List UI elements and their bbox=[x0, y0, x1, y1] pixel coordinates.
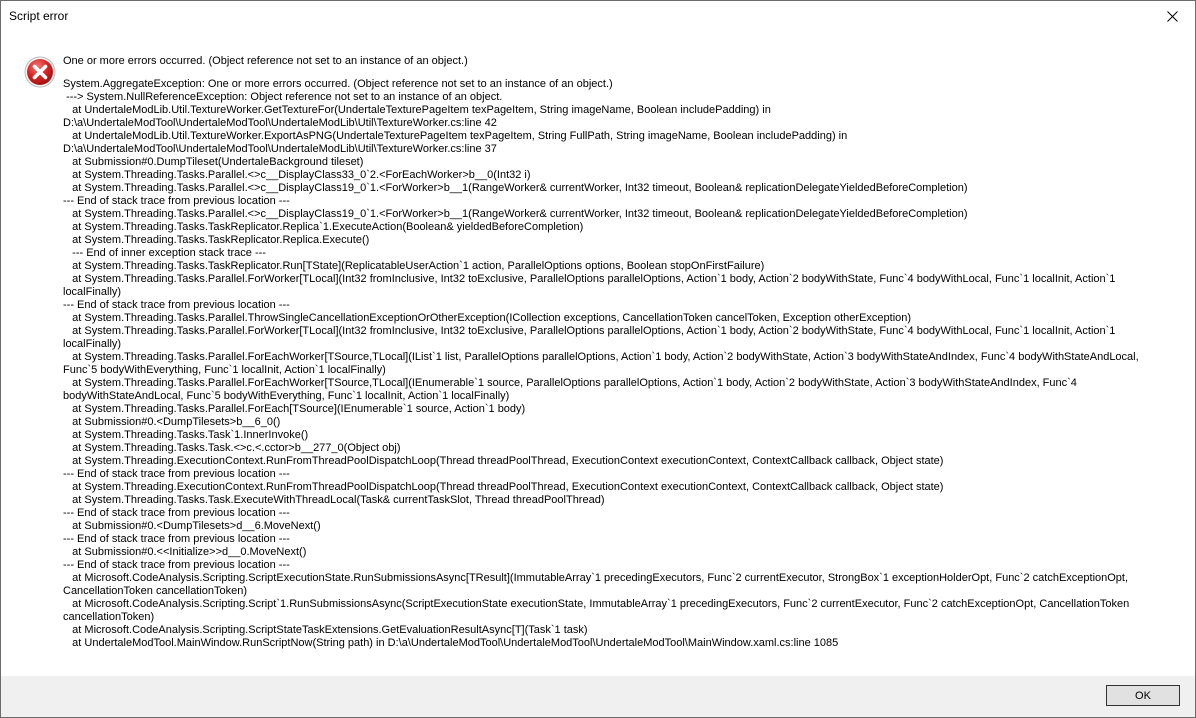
error-icon bbox=[24, 56, 56, 88]
title-bar[interactable] bbox=[1, 1, 1195, 32]
close-icon bbox=[1167, 11, 1178, 22]
stack-trace-line: at System.Threading.Tasks.Parallel.ForEachWorker[TSource,TLocal](IEnumerable`1 source, ParallelOptions parallelOptions, Action`1 body, Action`2 bodyWithState, Action`3 bodyWithStateAndIndex, Func`4 bodyWithStateAndLocal, Func`5 bodyWithEverything, Func`1 localInit, Action`1 localFinally) bbox=[63, 377, 1080, 402]
stack-trace-line: at System.Threading.Tasks.Task`1.InnerInvoke() bbox=[63, 429, 309, 441]
stack-trace-line: at Submission#0.<DumpTilesets>d__6.MoveNext() bbox=[63, 520, 321, 532]
error-message-area bbox=[63, 55, 1173, 650]
error-summary: One or more errors occurred. (Object reference not set to an instance of an object.) bbox=[63, 55, 468, 67]
stack-trace-line: at Microsoft.CodeAnalysis.Scripting.ScriptStateTaskExtensions.GetEvaluationResultAsync[T](Task`1 task) bbox=[63, 624, 588, 636]
stack-trace-line: at System.Threading.Tasks.Parallel.ThrowSingleCancellationExceptionOrOtherException(ICollection exceptions, CancellationToken cancelToken, Exception otherException) bbox=[63, 312, 912, 324]
stack-trace-line: --- End of stack trace from previous location --- bbox=[63, 533, 290, 545]
window-title: Script error bbox=[9, 9, 69, 23]
stack-trace-line: --- End of stack trace from previous location --- bbox=[63, 507, 290, 519]
dialog-content bbox=[1, 32, 1195, 676]
stack-trace-line: --- End of stack trace from previous location --- bbox=[63, 299, 290, 311]
stack-trace-line: at Microsoft.CodeAnalysis.Scripting.ScriptExecutionState.RunSubmissionsAsync[TResult](ImmutableArray`1 precedingExecutors, Func`2 currentExecutor, StrongBox`1 exceptionHolderOpt, Func`2 catchExceptionOpt, CancellationToken cancellationToken) bbox=[63, 572, 1132, 597]
stack-trace-line: at Submission#0.DumpTileset(UndertaleBackground tileset) bbox=[63, 156, 364, 168]
stack-trace-line: --- End of stack trace from previous location --- bbox=[63, 468, 290, 480]
stack-trace-line: at System.Threading.Tasks.TaskReplicator.Replica.Execute() bbox=[63, 234, 370, 246]
stack-trace bbox=[63, 78, 1173, 650]
stack-trace-line: at UndertaleModLib.Util.TextureWorker.GetTextureFor(UndertaleTexturePageItem texPageItem, String imageName, Boolean includePadding) in D:\a\UndertaleModTool\UndertaleModTool\UndertaleModLib\Util\TextureWorker.cs:line 42 bbox=[63, 104, 774, 129]
stack-trace-line: at UndertaleModLib.Util.TextureWorker.ExportAsPNG(UndertaleTexturePageItem texPageItem, String FullPath, String imageName, Boolean includePadding) in D:\a\UndertaleModTool\UndertaleModTool\UndertaleModLib\Util\TextureWorker.cs:line 37 bbox=[63, 130, 851, 155]
close-button[interactable] bbox=[1149, 1, 1195, 32]
stack-trace-line: ---> System.NullReferenceException: Object reference not set to an instance of an object. bbox=[63, 91, 503, 103]
stack-trace-line: at System.Threading.ExecutionContext.RunFromThreadPoolDispatchLoop(Thread threadPoolThread, ExecutionContext executionContext, ContextCallback callback, Object state) bbox=[63, 481, 944, 493]
stack-trace-line: at System.Threading.Tasks.Task.<>c.<.cctor>b__277_0(Object obj) bbox=[63, 442, 401, 454]
stack-trace-line: --- End of inner exception stack trace --- bbox=[63, 247, 266, 259]
stack-trace-line: at System.Threading.Tasks.Parallel.<>c__DisplayClass19_0`1.<ForWorker>b__1(RangeWorker& currentWorker, Int32 timeout, Boolean& replicationDelegateYieldedBeforeCompletion) bbox=[63, 182, 968, 194]
stack-trace-line: --- End of stack trace from previous location --- bbox=[63, 195, 290, 207]
stack-trace-line: at System.Threading.Tasks.Parallel.<>c__DisplayClass33_0`2.<ForEachWorker>b__0(Int32 i) bbox=[63, 169, 531, 181]
stack-trace-line: at System.Threading.Tasks.Parallel.<>c__DisplayClass19_0`1.<ForWorker>b__1(RangeWorker& currentWorker, Int32 timeout, Boolean& replicationDelegateYieldedBeforeCompletion) bbox=[63, 208, 968, 220]
stack-trace-line: at System.Threading.Tasks.Parallel.ForEachWorker[TSource,TLocal](IList`1 list, ParallelOptions parallelOptions, Action`1 body, Action`2 bodyWithState, Action`3 bodyWithStateAndIndex, Func`4 bodyWithStateAndLocal, Func`5 bodyWithEverything, Func`1 localInit, Action`1 localFinally) bbox=[63, 351, 1142, 376]
stack-trace-line: at System.Threading.Tasks.TaskReplicator.Replica`1.ExecuteAction(Boolean& yieldedBeforeCompletion) bbox=[63, 221, 584, 233]
stack-trace-line: System.AggregateException: One or more errors occurred. (Object reference not set to an instance of an object.) bbox=[63, 78, 613, 90]
stack-trace-line: at Submission#0.<DumpTilesets>b__6_0() bbox=[63, 416, 281, 428]
stack-trace-line: at System.Threading.Tasks.Task.ExecuteWithThreadLocal(Task& currentTaskSlot, Thread threadPoolThread) bbox=[63, 494, 605, 506]
stack-trace-line: at System.Threading.Tasks.Parallel.ForWorker[TLocal](Int32 fromInclusive, Int32 toExclusive, ParallelOptions parallelOptions, Action`1 body, Action`2 bodyWithState, Func`4 bodyWithLocal, Func`1 localInit, Action`1 localFinally) bbox=[63, 273, 1119, 298]
stack-trace-line: at UndertaleModTool.MainWindow.RunScriptNow(String path) in D:\a\UndertaleModTool\UndertaleModTool\UndertaleModTool\MainWindow.xaml.cs:line 1085 bbox=[63, 637, 839, 649]
dialog-footer bbox=[1, 676, 1195, 717]
stack-trace-line: at Microsoft.CodeAnalysis.Scripting.Script`1.RunSubmissionsAsync(ScriptExecutionState executionState, ImmutableArray`1 precedingExecutors, Func`2 currentExecutor, Func`2 catchExceptionOpt, CancellationToken cancellationToken) bbox=[63, 598, 1133, 623]
stack-trace-line: at System.Threading.Tasks.Parallel.ForEach[TSource](IEnumerable`1 source, Action`1 body) bbox=[63, 403, 526, 415]
stack-trace-line: at System.Threading.ExecutionContext.RunFromThreadPoolDispatchLoop(Thread threadPoolThread, ExecutionContext executionContext, ContextCallback callback, Object state) bbox=[63, 455, 944, 467]
stack-trace-line: at System.Threading.Tasks.TaskReplicator.Run[TState](ReplicatableUserAction`1 action, ParallelOptions options, Boolean stopOnFirstFailure) bbox=[63, 260, 765, 272]
stack-trace-line: at System.Threading.Tasks.Parallel.ForWorker[TLocal](Int32 fromInclusive, Int32 toExclusive, ParallelOptions parallelOptions, Action`1 body, Action`2 bodyWithState, Func`4 bodyWithLocal, Func`1 localInit, Action`1 localFinally) bbox=[63, 325, 1119, 350]
ok-button[interactable]: OK bbox=[1106, 685, 1180, 706]
stack-trace-line: at Submission#0.<<Initialize>>d__0.MoveNext() bbox=[63, 546, 307, 558]
stack-trace-line: --- End of stack trace from previous location --- bbox=[63, 559, 290, 571]
